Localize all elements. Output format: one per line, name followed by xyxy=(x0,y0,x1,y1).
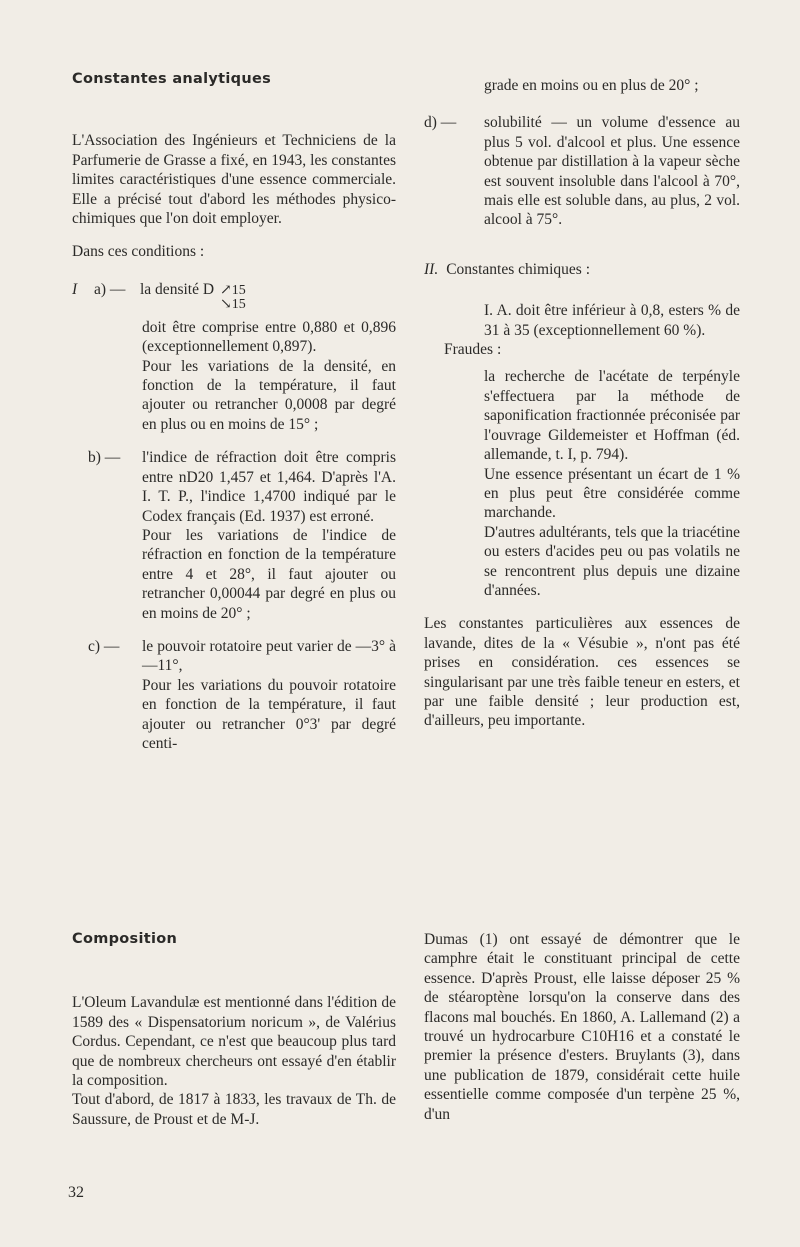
fraudes-body xyxy=(424,367,740,600)
density-temperature-notation: ↗15 ↘15 xyxy=(220,282,246,312)
item-a-body xyxy=(72,318,396,434)
section1-right-column xyxy=(424,76,740,731)
fraudes-text-3: D'autres adultérants, tels que la triacétine ou esters d'acides peu ou pas volatils ne se rencontrent plus depuis une dizaine d'années. xyxy=(484,523,740,599)
section2-left-column xyxy=(72,930,396,1129)
composition-para-2: Tout d'abord, de 1817 à 1833, les travaux de Th. de Saussure, de Proust et de M-J. xyxy=(72,1091,396,1128)
section-heading-constantes: Constantes analytiques xyxy=(72,71,272,87)
item-d xyxy=(424,113,740,229)
item-c-text: le pouvoir rotatoire peut varier de —3° à —11°, xyxy=(142,637,396,675)
composition-para-1: L'Oleum Lavandulæ est mentionné dans l'édition de 1589 des « Dispensatorium noricum », de Valérius Cordus. Cependant, ce n'est que beaucoup plus tard que de nombreux chercheurs ont essayé d'en établir la composition. xyxy=(72,994,396,1090)
group1-label: I xyxy=(72,280,78,298)
section-heading-composition: Composition xyxy=(72,931,178,947)
item-b-label: b) — xyxy=(88,449,121,467)
group2-label: II. xyxy=(424,260,439,278)
fraudes-label: Fraudes : xyxy=(444,341,502,359)
ia-text: I. A. doit être inférieur à 0,8, esters % de 31 à 35 (exceptionnellement 60 %). xyxy=(484,302,740,339)
page-number: 32 xyxy=(68,1184,84,1201)
item-d-label: d) — xyxy=(424,114,457,132)
item-b-text-2: Pour les variations de l'indice de réfraction en fonction de la température entre 4 et 28°, il faut ajouter ou retrancher 0,00044 par degré en plus ou en moins de 20° ; xyxy=(142,526,396,622)
item-c xyxy=(72,637,396,753)
item-b-text: l'indice de réfraction doit être compris entre nD20 1,457 et 1,464. D'après l'A. I. T. P., l'indice 1,4700 indiqué par le Codex français (Ed. 1937) est erroné. xyxy=(142,449,396,525)
item-c-label: c) — xyxy=(88,637,120,655)
section2-right-column xyxy=(424,930,740,1124)
fraudes-text-1: la recherche de l'acétate de terpényle s'effectuera par la méthode de saponification fractionnée préconisée par l'ouvrage Gildemeister et Hoffman (éd. allemande, t. I, p. 794). xyxy=(484,368,740,464)
closing-paragraph: Les constantes particulières aux essences de lavande, dites de la « Vésubie », n'ont pas été prises en considération. ces essences se singularisant par une très faible teneur en esters, et par une faible densité ; leur production est, d'ailleurs, peu importante. xyxy=(424,615,740,730)
group2-header xyxy=(424,260,740,279)
conditions-text: Dans ces conditions : xyxy=(72,243,205,261)
group2-title: Constantes chimiques : xyxy=(446,260,590,278)
density-sup: 15 xyxy=(231,282,246,298)
item-a-label: a) — xyxy=(94,280,126,298)
item-d-text: solubilité — un volume d'essence au plus 5 vol. d'alcool et plus. Une essence obtenue par distillation à la vapeur sèche est souvent insoluble dans l'alcool à 70°, mais elle est soluble dans, au plus, 2 vol. alcool à 75°. xyxy=(484,114,740,229)
fraudes-text-2: Une essence présentant un écart de 1 % en plus peut être considérée comme marchande. xyxy=(484,465,740,522)
item-c-continuation: grade en moins ou en plus de 20° ; xyxy=(484,77,699,94)
item-b xyxy=(72,448,396,623)
item-c-text-2: Pour les variations du pouvoir rotatoire en fonction de la température, il faut ajouter ou retrancher 0°3' par degré centi- xyxy=(142,676,396,752)
item-a-header xyxy=(72,280,396,312)
item-a-head: la densité D xyxy=(140,280,215,298)
intro-paragraph: L'Association des Ingénieurs et Techniciens de la Parfumerie de Grasse a fixé, en 1943, les constantes limites caractéristiques d'une essence commerciale. Elle a précisé tout d'abord les méthodes physico-chimiques que l'on doit employer. xyxy=(72,132,396,228)
item-a-body-2: Pour les variations de la densité, en fonction de la température, il faut ajouter ou retrancher 0,0008 par degré en plus ou en moins de 15° ; xyxy=(142,357,396,433)
item-a-body-1: doit être comprise entre 0,880 et 0,896 (exceptionnellement 0,897). xyxy=(142,318,396,356)
composition-right-text: Dumas (1) ont essayé de démontrer que le camphre était le constituant principal de cette essence. D'après Proust, elle laisse déposer 25 % de stéaroptène lorsqu'on la conserve dans des flacons mal bouchés. En 1860, A. Lallemand (2) a trouvé un hydrocarbure C10H16 et a constaté le premier la présence d'esters. Bruylants (3), dans une publication de 1879, considérait cette huile essentielle comme composée d'un terpène 25 %, d'un xyxy=(424,931,740,1123)
density-sub: 15 xyxy=(231,296,246,312)
section1-left-column xyxy=(72,70,396,753)
